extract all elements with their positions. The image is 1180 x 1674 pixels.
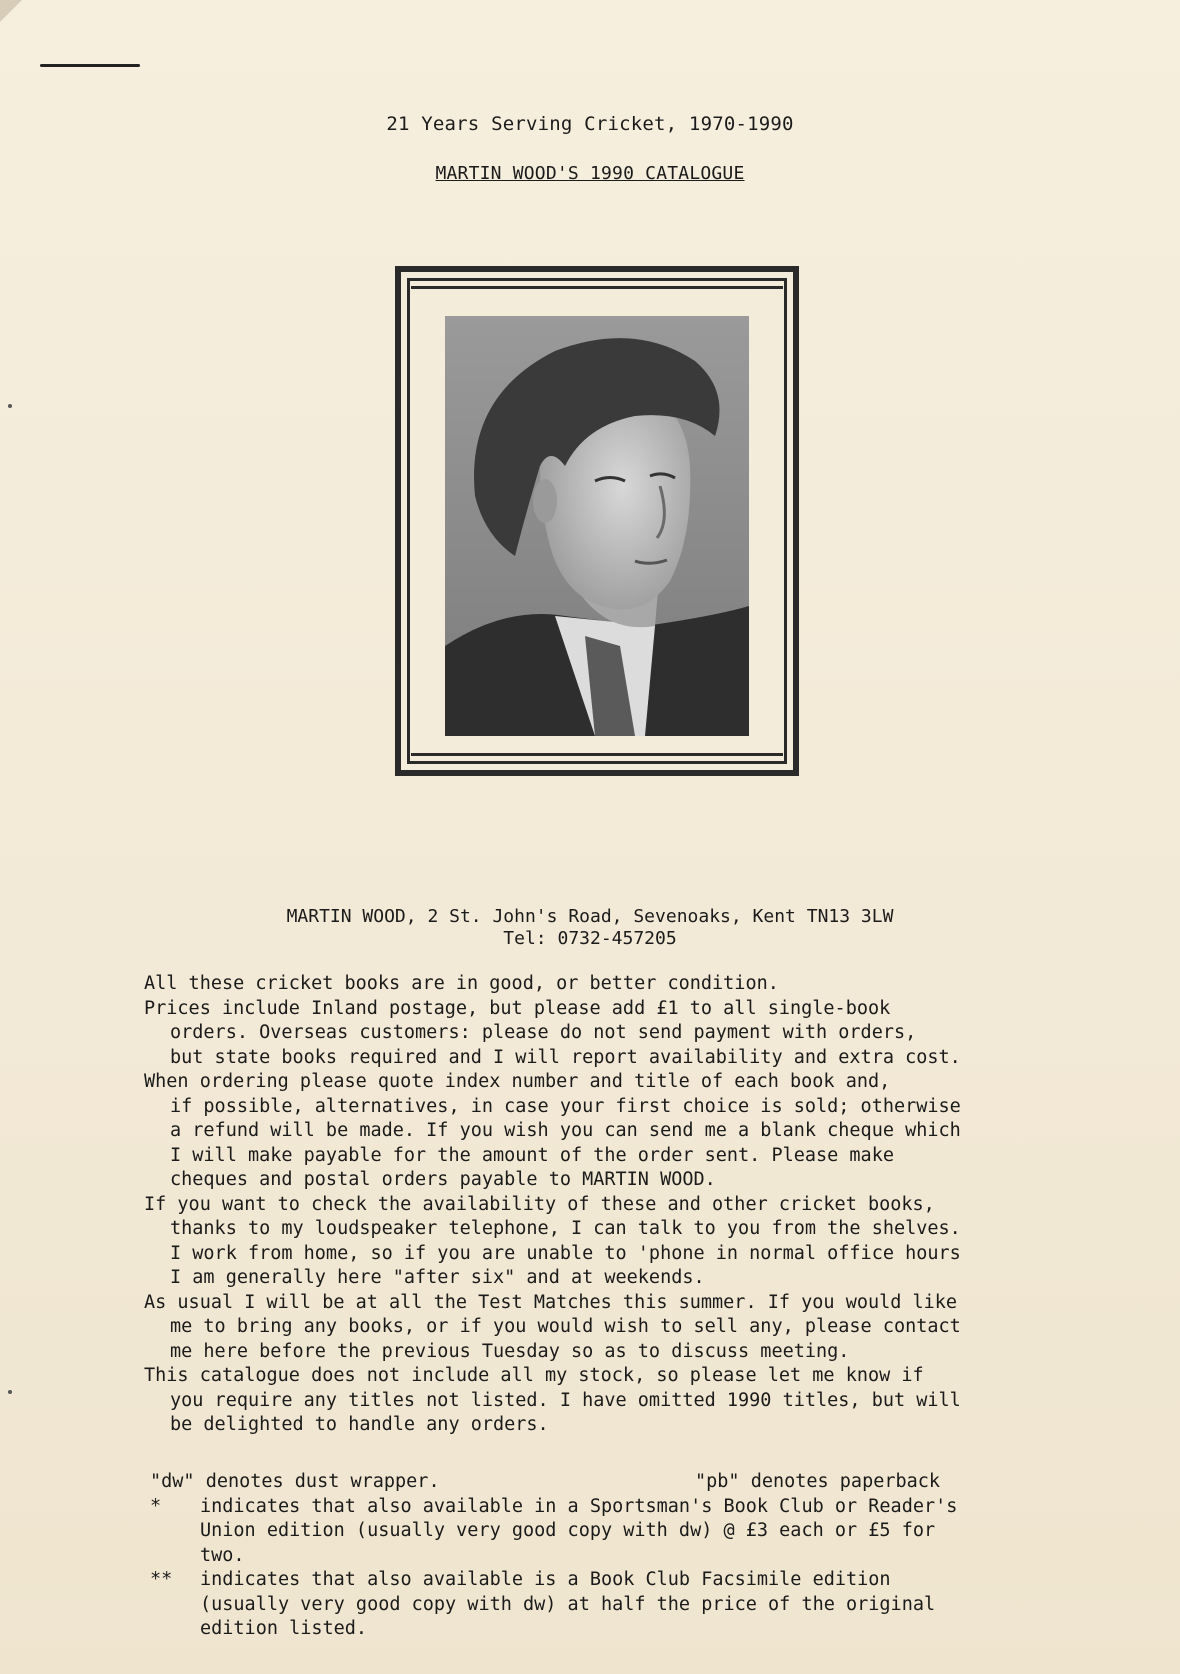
paragraph-line: When ordering please quote index number and title of each book and, — [144, 1071, 891, 1092]
paragraph-line: but state books required and I will report availability and extra cost. — [170, 1046, 961, 1068]
paragraph — [144, 1193, 1074, 1291]
paragraph-line: a refund will be made. If you wish you can send me a blank cheque which — [170, 1120, 961, 1141]
paragraph-line: me here before the previous Tuesday so as to discuss meeting. — [170, 1340, 850, 1362]
paragraph-line: me to bring any books, or if you would wish to sell any, please contact — [170, 1316, 961, 1337]
paragraph-line: orders. Overseas customers: please do not send payment with orders, — [170, 1022, 917, 1043]
paragraph — [144, 972, 1074, 997]
page-corner-fold — [0, 0, 22, 22]
paragraph — [144, 997, 1074, 1071]
paragraph — [144, 1070, 1074, 1193]
catalogue-subtitle: 21 Years Serving Cricket, 1970-1990 — [386, 113, 794, 135]
punch-mark — [8, 404, 12, 408]
paragraph-line: Prices include Inland postage, but please add £1 to all single-book — [144, 997, 891, 1019]
ordering-information — [144, 972, 1074, 1438]
legend-row-dstar — [150, 1568, 1080, 1642]
address-line: MARTIN WOOD, 2 St. John's Road, Sevenoaks, Kent TN13 3LW — [286, 906, 894, 927]
paragraph-line: thanks to my loudspeaker telephone, I can talk to you from the shelves. — [170, 1218, 961, 1239]
paragraph-line: If you want to check the availability of these and other cricket books, — [144, 1193, 935, 1215]
legend-star-line: two. — [200, 1544, 245, 1566]
legend-dstar-line: edition listed. — [200, 1618, 368, 1639]
portrait-frame — [395, 266, 799, 776]
paragraph-line: This catalogue does not include all my stock, so please let me know if — [144, 1365, 924, 1386]
portrait-photo-icon — [445, 316, 749, 736]
paragraph — [144, 1364, 1074, 1438]
legend-pb: "pb" denotes paperback — [695, 1471, 941, 1492]
paragraph-line: I am generally here "after six" and at weekends. — [170, 1267, 705, 1288]
legend-row-star — [150, 1495, 1080, 1569]
catalogue-title: MARTIN WOOD'S 1990 CATALOGUE — [435, 163, 745, 184]
paragraph-line: you require any titles not listed. I have omitted 1990 titles, but will — [170, 1389, 961, 1411]
legend-row-dw — [150, 1470, 1080, 1495]
paragraph-line: I work from home, so if you are unable to 'phone in normal office hours — [170, 1242, 961, 1264]
paragraph-line: As usual I will be at all the Test Matches this summer. If you would like — [144, 1291, 958, 1313]
paragraph-line: I will make payable for the amount of the order sent. Please make — [170, 1144, 894, 1166]
legend-dstar-mark: ** — [150, 1569, 173, 1590]
paragraph-line: All these cricket books are in good, or better condition. — [144, 973, 779, 994]
legend-star-line: Union edition (usually very good copy with dw) @ £3 each or £5 for — [200, 1520, 936, 1541]
legend-dstar-line: indicates that also available is a Book Club Facsimile edition — [200, 1569, 891, 1590]
legend-star-mark: * — [150, 1495, 162, 1517]
paragraph-line: cheques and postal orders payable to MARTIN WOOD. — [170, 1169, 716, 1190]
legend-star-line: indicates that also available in a Sportsman's Book Club or Reader's — [200, 1495, 958, 1517]
legend-dw: "dw" denotes dust wrapper. — [150, 1471, 440, 1492]
frame-rule — [411, 753, 783, 756]
abbreviation-legend — [150, 1470, 1080, 1642]
pen-mark — [40, 64, 140, 67]
portrait-illustration — [445, 316, 749, 736]
punch-mark — [8, 1390, 12, 1394]
paragraph-line: if possible, alternatives, in case your first choice is sold; otherwise — [170, 1095, 961, 1117]
paragraph — [144, 1291, 1074, 1365]
paragraph-line: be delighted to handle any orders. — [170, 1414, 549, 1435]
legend-dstar-line: (usually very good copy with dw) at half the price of the original — [200, 1593, 936, 1615]
frame-rule — [411, 286, 783, 289]
telephone-line: Tel: 0732-457205 — [503, 928, 677, 949]
